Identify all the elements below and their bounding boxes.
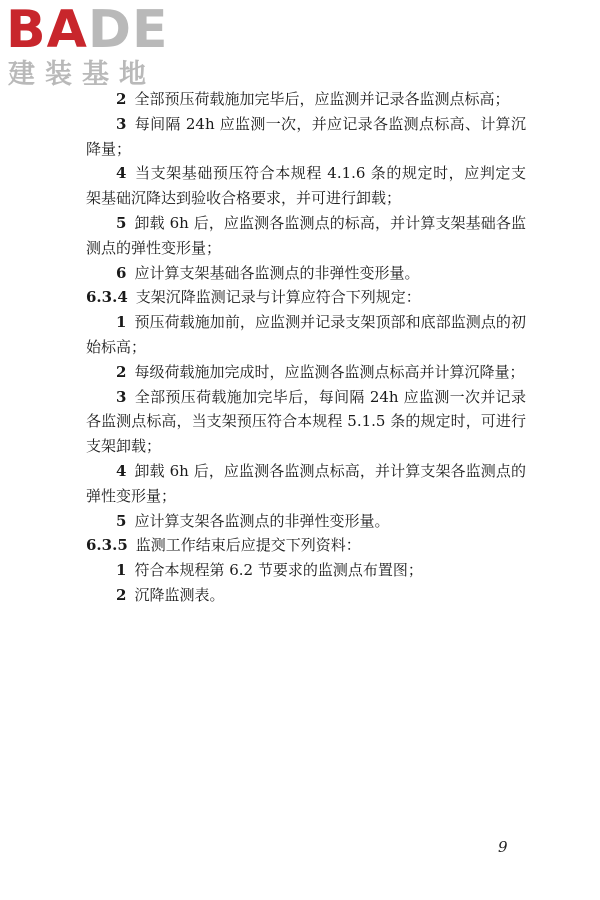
clause-item: 2 沉降监测表。 — [116, 585, 225, 604]
clause-item: 6 应计算支架基础各监测点的非弹性变形量。 — [116, 263, 420, 282]
clause-item: 2 全部预压荷载施加完毕后，应监测并记录各监测点标高； — [116, 90, 510, 108]
logo-wordmark-accent: BA — [6, 0, 88, 60]
clause-item: 3 全部预压荷载施加完毕后，每间隔 24h 应监测一次并记录各监测点标高，当支架预压符合本规程 5.1.5 条的规定时，可进行支架卸载； — [86, 387, 526, 456]
section-heading: 6.3.5 监测工作结束后应提交下列资料： — [86, 536, 361, 555]
clause-item: 5 卸载 6h 后，应监测各监测点的标高，并计算支架基础各监测点的弹性变形量； — [86, 213, 526, 257]
logo-subtitle: 建装基地 — [8, 59, 156, 90]
section-heading: 6.3.4 支架沉降监测记录与计算应符合下列规定： — [86, 288, 421, 307]
logo-wordmark — [6, 2, 169, 58]
page-number: 9 — [498, 838, 508, 856]
clause-item: 4 当支架基础预压符合本规程 4.1.6 条的规定时，应判定支架基础沉降达到验收合格要求，并可进行卸载； — [86, 164, 526, 208]
clause-item: 1 预压荷载施加前，应监测并记录支架顶部和底部监测点的初始标高； — [86, 313, 526, 356]
clause-item: 5 应计算支架各监测点的非弹性变形量。 — [116, 511, 390, 530]
logo-wordmark-rest: DE — [87, 0, 169, 60]
clause-item: 3 每间隔 24h 应监测一次，并应记录各监测点标高、计算沉降量； — [86, 114, 526, 158]
clause-item: 2 每级荷载施加完成时，应监测各监测点标高并计算沉降量； — [116, 362, 525, 381]
clause-item: 1 符合本规程第 6.2 节要求的监测点布置图； — [116, 561, 423, 580]
clause-item: 4 卸载 6h 后，应监测各监测点标高，并计算支架各监测点的弹性变形量； — [86, 461, 526, 505]
document-body — [86, 87, 526, 608]
brand-logo — [2, 0, 202, 92]
